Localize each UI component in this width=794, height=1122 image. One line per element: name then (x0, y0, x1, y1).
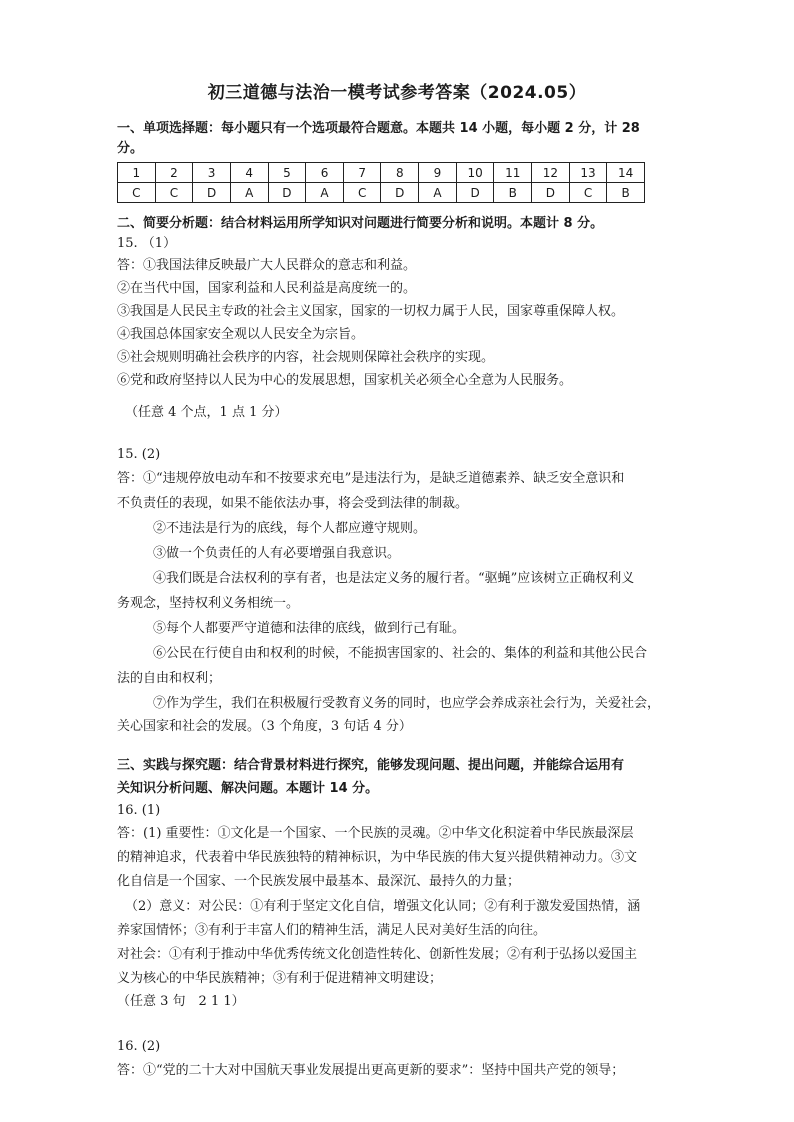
answer-line: ③我国是人民民主专政的社会主义国家，国家的一切权力属于人民，国家尊重保障人权。 (117, 304, 625, 319)
question-number: 10 (456, 163, 494, 183)
answer-table-number-row (118, 163, 645, 183)
answer-line: ⑦作为学生，我们在积极履行受教育义务的同时，也应学会养成亲社会行为，关爱社会， (153, 696, 661, 711)
answer-letter: D (532, 183, 570, 203)
section1-heading-cont: 分。 (117, 141, 144, 156)
answer-line: ⑥党和政府坚持以人民为中心的发展思想，国家机关必须全心全意为人民服务。 (117, 373, 573, 388)
scoring-note: （任意 4 个点，1 点 1 分） (125, 405, 288, 420)
question-number: 9 (419, 163, 457, 183)
answer-line: 义为核心的中华民族精神；③有利于促进精神文明建设； (117, 971, 443, 986)
question-number: 5 (268, 163, 306, 183)
question-number: 2 (155, 163, 193, 183)
question-number: 8 (381, 163, 419, 183)
answer-line: 化自信是一个国家、一个民族发展中最基本、最深沉、最持久的力量； (117, 874, 521, 889)
scoring-note: （任意 3 句 2 1 1） (117, 994, 245, 1009)
question-number: 11 (494, 163, 532, 183)
question-label-16-1: 16. (1) (117, 803, 161, 818)
answer-letter: A (306, 183, 344, 203)
question-label-15-1: 15. （1） (117, 236, 177, 251)
answer-table-answer-row (118, 183, 645, 203)
answer-line: ⑤每个人都要严守道德和法律的底线，做到行己有耻。 (153, 621, 466, 636)
question-number: 6 (306, 163, 344, 183)
question-number: 13 (569, 163, 607, 183)
question-label-16-2: 16. (2) (117, 1039, 161, 1054)
answer-line: （2）意义：对公民：①有利于坚定文化自信，增强文化认同；②有利于激发爱国热情，涵 (125, 899, 641, 914)
answer-letter: D (268, 183, 306, 203)
answer-letter: D (456, 183, 494, 203)
answer-table (117, 162, 645, 203)
answer-line: ④我们既是合法权利的享有者，也是法定义务的履行者。“驱蝇”应该树立正确权利义 (153, 571, 635, 586)
answer-letter: C (155, 183, 193, 203)
answer-letter: D (381, 183, 419, 203)
answer-letter: B (494, 183, 532, 203)
answer-letter: C (118, 183, 156, 203)
answer-line: ②不违法是行为的底线，每个人都应遵守规则。 (153, 521, 427, 536)
question-label-15-2: 15. (2) (117, 447, 161, 462)
section1-heading: 一、单项选择题：每小题只有一个选项最符合题意。本题共 14 小题，每小题 2 分，计 28 (117, 121, 640, 136)
answer-line: 对社会：①有利于推动中华优秀传统文化创造性转化、创新性发展；②有利于弘扬以爱国主 (117, 947, 638, 962)
question-number: 14 (607, 163, 645, 183)
answer-line: 法的自由和权利； (117, 671, 222, 686)
answer-line: ⑤社会规则明确社会秩序的内容，社会规则保障社会秩序的实现。 (117, 350, 495, 365)
answer-letter: A (419, 183, 457, 203)
answer-line: 养家国情怀；③有利于丰富人们的精神生活，满足人民对美好生活的向往。 (117, 923, 547, 938)
answer-line: 的精神追求，代表着中华民族独特的精神标识，为中华民族的伟大复兴提供精神动力。③文 (117, 850, 638, 865)
answer-letter: C (569, 183, 607, 203)
question-number: 1 (118, 163, 156, 183)
answer-line: 务观念，坚持权利义务相统一。 (117, 596, 300, 611)
page-title: 初三道德与法治一模考试参考答案（2024.05） (207, 83, 587, 103)
answer-letter: A (230, 183, 268, 203)
answer-line: 答：①“违规停放电动车和不按要求充电”是违法行为，是缺乏道德素养、缺乏安全意识和 (117, 471, 625, 486)
answer-line: 答：①我国法律反映最广大人民群众的意志和利益。 (117, 258, 417, 273)
answer-letter: C (343, 183, 381, 203)
answer-line: ④我国总体国家安全观以人民安全为宗旨。 (117, 327, 365, 342)
section3-heading: 三、实践与探究题：结合背景材料进行探究，能够发现问题、提出问题，并能综合运用有 (117, 758, 625, 773)
answer-letter: D (193, 183, 231, 203)
answer-line: 关心国家和社会的发展。（3 个角度，3 句话 4 分） (117, 719, 412, 734)
answer-line: ⑥公民在行使自由和权利的时候，不能损害国家的、社会的、集体的利益和其他公民合 (153, 646, 648, 661)
section3-heading-cont: 关知识分析问题、解决问题。本题计 14 分。 (117, 781, 379, 796)
question-number: 7 (343, 163, 381, 183)
question-number: 3 (193, 163, 231, 183)
section2-heading: 二、简要分析题：结合材料运用所学知识对问题进行简要分析和说明。本题计 8 分。 (117, 216, 604, 231)
answer-line: 不负责任的表现，如果不能依法办事，将会受到法律的制裁。 (117, 496, 469, 511)
answer-line: ③做一个负责任的人有必要增强自我意识。 (153, 546, 401, 561)
question-number: 4 (230, 163, 268, 183)
question-number: 12 (532, 163, 570, 183)
answer-line: 答：(1) 重要性：①文化是一个国家、一个民族的灵魂。②中华文化积淀着中华民族最深层 (117, 826, 634, 841)
answer-letter: B (607, 183, 645, 203)
answer-line: ②在当代中国，国家利益和人民利益是高度统一的。 (117, 281, 417, 296)
answer-line: 答：①“党的二十大对中国航天事业发展提出更高更新的要求”：坚持中国共产党的领导； (117, 1063, 625, 1078)
